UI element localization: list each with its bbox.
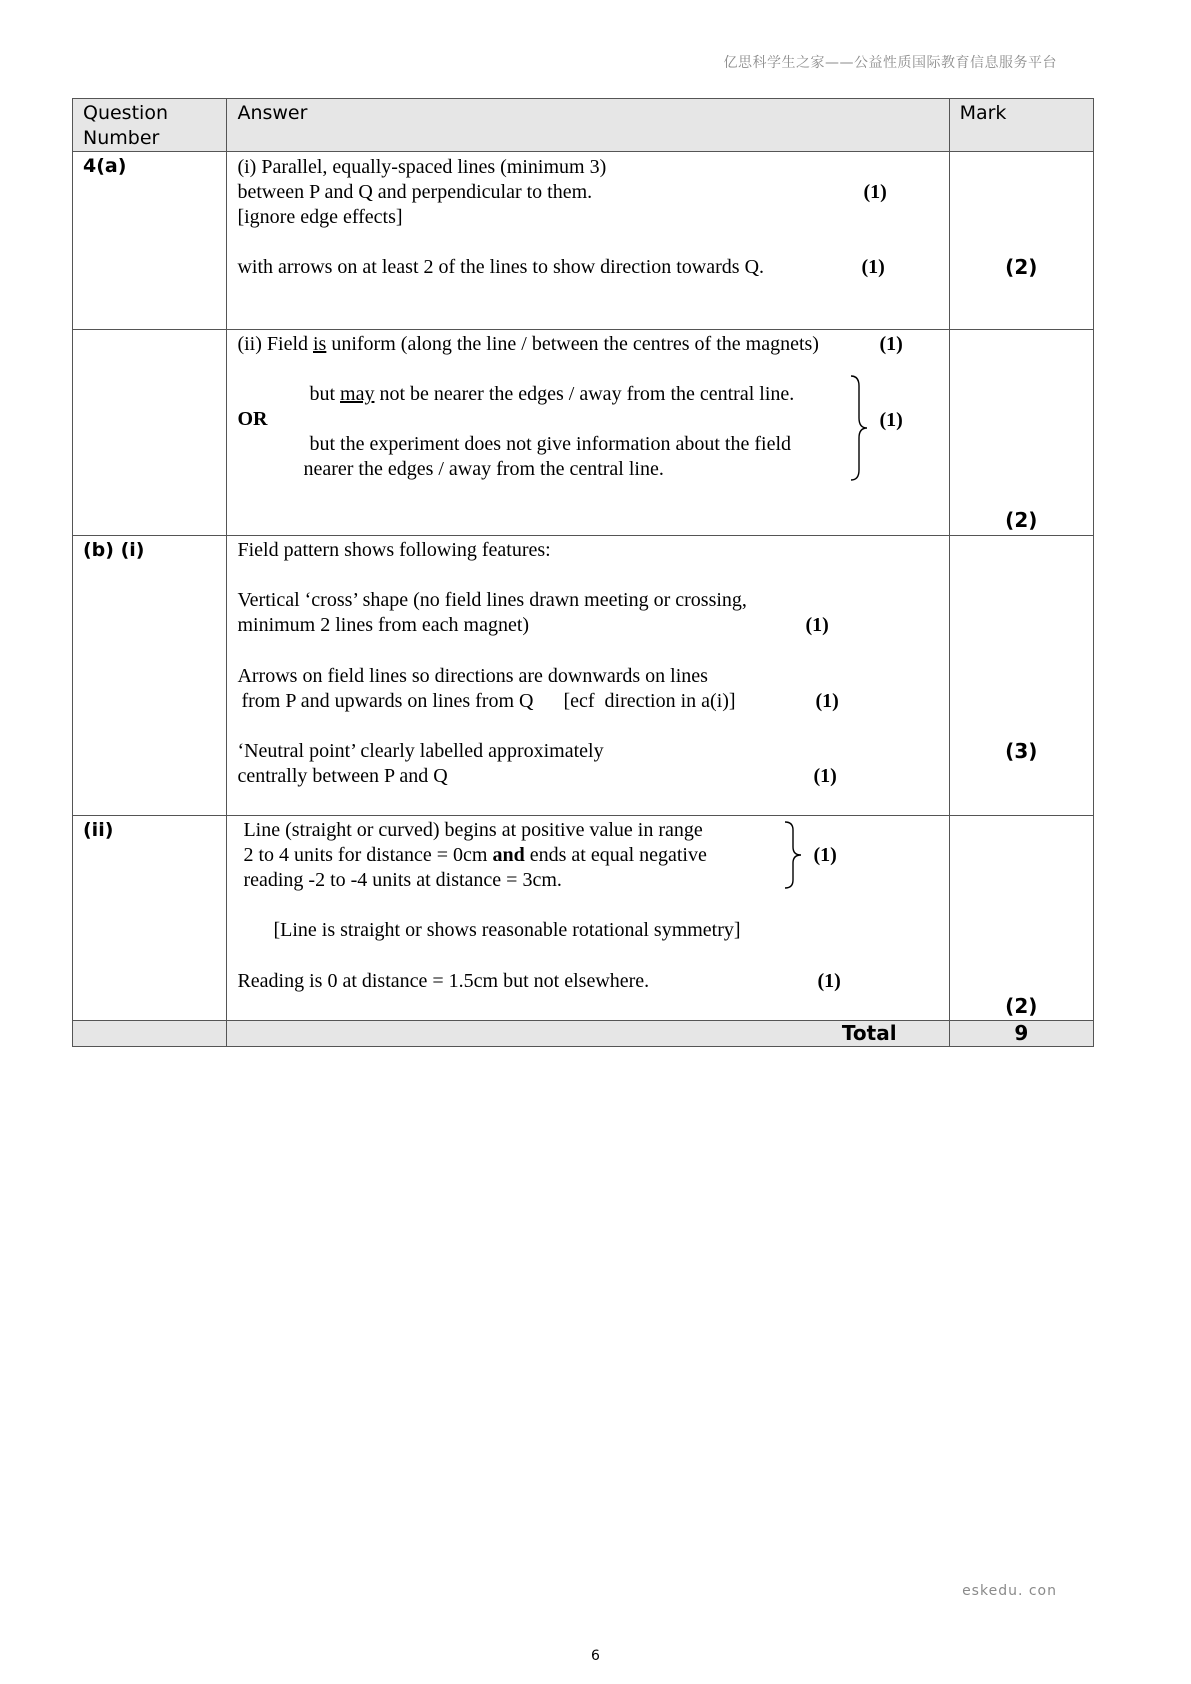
- point-mark: (1): [879, 333, 903, 355]
- total-blank-cell: [73, 1021, 227, 1047]
- answer-cell: [227, 152, 949, 330]
- answer-line: reading -2 to -4 units at distance = 3cm.: [243, 869, 562, 891]
- header-answer-label: Answer: [237, 102, 308, 124]
- table-row: [73, 330, 1094, 536]
- mark-value: (2): [1005, 255, 1038, 279]
- question-number: (ii): [83, 819, 114, 841]
- point-mark: (1): [817, 970, 841, 992]
- answer-line: ‘Neutral point’ clearly labelled approximately: [237, 740, 604, 762]
- table-row: [73, 152, 1094, 330]
- right-brace-icon: [849, 374, 869, 482]
- answer-line: nearer the edges / away from the central line.: [303, 458, 664, 480]
- point-mark: (1): [813, 765, 837, 787]
- page-number: 6: [591, 1648, 600, 1664]
- answer-line: Line (straight or curved) begins at positive value in range: [243, 819, 703, 841]
- question-number: 4(a): [83, 155, 127, 177]
- answer-line: (i) Parallel, equally-spaced lines (minimum 3): [237, 156, 607, 178]
- question-cell: [73, 816, 227, 1021]
- answer-line: from P and upwards on lines from Q [ecf direction in a(i)]: [241, 690, 736, 712]
- answer-line: Arrows on field lines so directions are downwards on lines: [237, 665, 708, 687]
- answer-line: with arrows on at least 2 of the lines to show direction towards Q.: [237, 256, 765, 278]
- total-label: Total: [841, 1021, 897, 1045]
- question-number: (b) (i): [83, 539, 145, 561]
- total-row: [73, 1021, 1094, 1047]
- footer-watermark: eskedu. con: [962, 1583, 1057, 1599]
- answer-line: minimum 2 lines from each magnet): [237, 614, 530, 636]
- header-watermark: 亿思科学生之家——公益性质国际教育信息服务平台: [723, 55, 1057, 71]
- question-number: [73, 330, 226, 333]
- answer-line: Field pattern shows following features:: [237, 539, 551, 561]
- mark-cell: [949, 330, 1093, 536]
- answer-line: (ii) Field is uniform (along the line / between the centres of the magnets): [237, 333, 819, 355]
- header-mark-label: Mark: [959, 102, 1007, 124]
- answer-line: [Line is straight or shows reasonable rotational symmetry]: [273, 919, 741, 941]
- point-mark: (1): [815, 690, 839, 712]
- header-answer: [227, 99, 949, 152]
- mark-cell: [949, 152, 1093, 330]
- answer-cell: [227, 536, 949, 816]
- answer-line: 2 to 4 units for distance = 0cm and ends at equal negative: [243, 844, 707, 866]
- answer-line: centrally between P and Q: [237, 765, 448, 787]
- answer-cell: [227, 330, 949, 536]
- question-cell: [73, 152, 227, 330]
- answer-line: Reading is 0 at distance = 1.5cm but not elsewhere.: [237, 970, 650, 992]
- answer-line: between P and Q and perpendicular to them.: [237, 181, 593, 203]
- mark-cell: [949, 816, 1093, 1021]
- right-brace-icon: [783, 820, 803, 890]
- point-mark: (1): [863, 181, 887, 203]
- total-label-cell: [227, 1021, 949, 1047]
- answer-cell: [227, 816, 949, 1021]
- answer-line: Vertical ‘cross’ shape (no field lines drawn meeting or crossing,: [237, 589, 747, 611]
- mark-scheme-table: [72, 98, 1094, 1047]
- or-label: OR: [237, 408, 268, 430]
- answer-line: but the experiment does not give information about the field: [309, 433, 791, 455]
- total-value: 9: [1014, 1021, 1029, 1045]
- question-cell: [73, 536, 227, 816]
- header-mark: [949, 99, 1093, 152]
- answer-line: but may not be nearer the edges / away from the central line.: [309, 383, 795, 405]
- header-question: [73, 99, 227, 152]
- point-mark: (1): [879, 409, 903, 431]
- point-mark: (1): [861, 256, 885, 278]
- point-mark: (1): [805, 614, 829, 636]
- point-mark: (1): [813, 844, 837, 866]
- table-row: [73, 816, 1094, 1021]
- mark-value: (2): [1005, 994, 1038, 1018]
- header-question-label: Question Number: [83, 102, 168, 149]
- table-row: [73, 536, 1094, 816]
- question-cell: [73, 330, 227, 536]
- mark-value: (3): [1005, 739, 1038, 763]
- answer-line: [ignore edge effects]: [237, 206, 403, 228]
- table-header-row: [73, 99, 1094, 152]
- mark-cell: [949, 536, 1093, 816]
- mark-value: (2): [1005, 508, 1038, 532]
- total-value-cell: [949, 1021, 1093, 1047]
